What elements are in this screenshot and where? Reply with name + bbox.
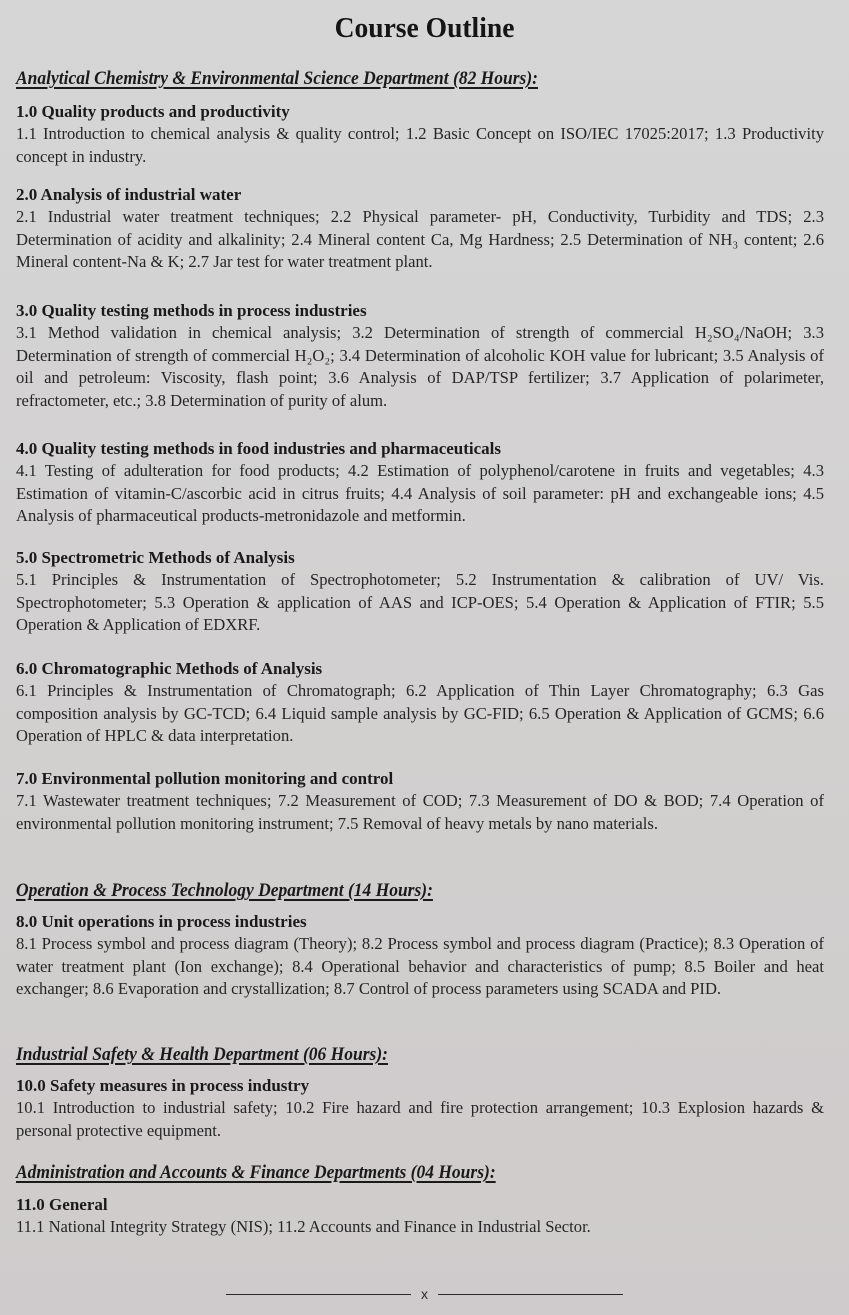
module-heading: 6.0 Chromatographic Methods of Analysis [16,659,323,678]
module-heading: 8.0 Unit operations in process industries [16,912,307,931]
module-11 [16,1194,824,1239]
divider-line-right [438,1294,623,1295]
module-5 [16,547,824,637]
page-title: Course Outline [334,12,515,44]
module-1 [16,101,824,168]
module-body: 11.1 National Integrity Strategy (NIS); 11.2 Accounts and Finance in Industrial Sector. [16,1217,591,1236]
module-heading: 5.0 Spectrometric Methods of Analysis [16,548,295,567]
module-3 [16,300,824,412]
module-heading: 1.0 Quality products and productivity [16,102,290,121]
module-4 [16,438,824,528]
module-body: 6.1 Principles & Instrumentation of Chromatograph; 6.2 Application of Thin Layer Chromatography; 6.3 Gas composition analysis by GC-TCD; 6.4 Liquid sample analysis by GC-FID; 6.5 Operation & Application of GCMS; 6.6 Operation of HPLC & data interpretation. [16,681,824,745]
module-body: 5.1 Principles & Instrumentation of Spectrophotometer; 5.2 Instrumentation & calibration of UV/ Vis. Spectrophotometer; 5.3 Operation & application of AAS and ICP-OES; 5.4 Operation & Application of FTIR; 5.5 Operation & Application of EDXRF. [16,570,824,634]
module-10 [16,1075,824,1142]
module-7 [16,768,824,835]
module-body: 4.1 Testing of adulteration for food products; 4.2 Estimation of polyphenol/carotene in fruits and vegetables; 4.3 Estimation of vitamin-C/ascorbic acid in citrus fruits; 4.4 Analysis of soil parameter: pH and exchangeable ions; 4.5 Analysis of pharmaceutical products-metronidazole and metformin. [16,461,824,525]
module-6 [16,658,824,748]
module-body: 1.1 Introduction to chemical analysis & quality control; 1.2 Basic Concept on ISO/IEC 17025:2017; 1.3 Productivity concept in industry. [16,124,824,166]
module-body: 7.1 Wastewater treatment techniques; 7.2 Measurement of COD; 7.3 Measurement of DO & BOD; 7.4 Operation of environmental pollution monitoring instrument; 7.5 Removal of heavy metals by nano materials. [16,791,824,833]
module-heading: 3.0 Quality testing methods in process industries [16,301,367,320]
module-8 [16,911,824,1001]
divider-line-left [226,1294,411,1295]
module-body: 2.1 Industrial water treatment techniques; 2.2 Physical parameter- pH, Conductivity, Turbidity and TDS; 2.3 Determination of acidity and alkalinity; 2.4 Mineral content Ca, Mg Hardness; 2.5 Determination of NH₃ content; 2.6 Mineral content-Na & K; 2.7 Jar test for water treatment plant. [16,207,824,271]
department-heading-analytical-chemistry: Analytical Chemistry & Environmental Science Department (82 Hours): [16,68,538,89]
department-heading-administration-finance: Administration and Accounts & Finance Departments (04 Hours): [16,1162,496,1183]
module-body: 8.1 Process symbol and process diagram (Theory); 8.2 Process symbol and process diagram (Practice); 8.3 Operation of water treatment plant (Ion exchange); 8.4 Operational behavior and characteristics of pump; 8.5 Boiler and heat exchanger; 8.6 Evaporation and crystallization; 8.7 Control of process parameters using SCADA and PID. [16,934,824,998]
module-heading: 4.0 Quality testing methods in food industries and pharmaceuticals [16,439,502,458]
module-body: 3.1 Method validation in chemical analysis; 3.2 Determination of strength of commercial H₂SO₄/NaOH; 3.3 Determination of strength of commercial H₂O₂; 3.4 Determination of alcoholic KOH value for lubricant; 3.5 Analysis of oil and petroleum: Viscosity, flash point; 3.6 Analysis of DAP/TSP fertilizer; 3.7 Application of polarimeter, refractometer, etc.; 3.8 Determination of purity of alum. [16,323,824,410]
module-heading: 10.0 Safety measures in process industry [16,1076,310,1095]
module-2 [16,184,824,274]
module-body: 10.1 Introduction to industrial safety; 10.2 Fire hazard and fire protection arrangement; 10.3 Explosion hazards & personal protective equipment. [16,1098,824,1140]
module-heading: 2.0 Analysis of industrial water [16,185,242,204]
department-heading-industrial-safety: Industrial Safety & Health Department (06 Hours): [16,1044,388,1065]
module-heading: 7.0 Environmental pollution monitoring and control [16,769,394,788]
module-heading: 11.0 General [16,1195,108,1214]
department-heading-operation-process: Operation & Process Technology Department (14 Hours): [16,880,433,901]
end-of-document-divider [0,1286,849,1302]
end-mark: x [421,1286,428,1302]
